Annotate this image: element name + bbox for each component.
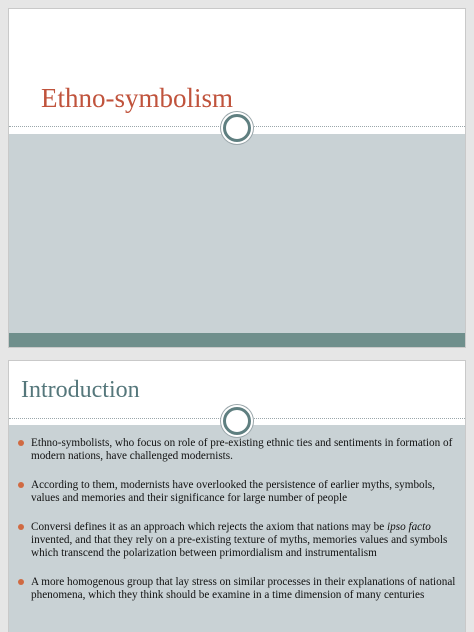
slide-title: Ethno-symbolism [41,83,234,113]
bullet-item [17,576,457,602]
bullet-item [17,521,457,560]
bullet-text-emphasis: ipso facto [387,521,431,533]
bullet-icon [18,440,24,446]
bullet-text: Ethno-symbolists, who focus on role of pre-existing ethnic ties and sentiments in formation of modern nations, have challenged modernists. [31,437,453,462]
bullet-icon [18,579,24,585]
bullet-icon [18,524,24,530]
footer-bar [9,333,465,348]
bullet-text: A more homogenous group that lay stress on similar processes in their explanations of national phenomena, which they think should be examine in a time dimension of many centuries [31,576,456,601]
bullet-text-post: invented, and that they rely on a pre-existing texture of myths, memories values and symbols which transcend the polarization between primordialism and instrumentalism [31,534,448,559]
bullet-list [17,437,457,618]
bullet-icon [18,482,24,488]
bullet-item [17,437,457,463]
bullet-item [17,479,457,505]
title-slide [8,8,466,348]
content-panel [9,134,465,334]
circle-ornament-icon [223,114,251,142]
content-slide [8,360,466,632]
circle-ornament-icon [223,407,251,435]
bullet-text: According to them, modernists have overlooked the persistence of earlier myths, symbols, values and memories and their significance for large number of people [31,479,435,504]
slide-title: Introduction [21,377,140,403]
bullet-text-pre: Conversi defines it as an approach which rejects the axiom that nations may be [31,521,388,533]
